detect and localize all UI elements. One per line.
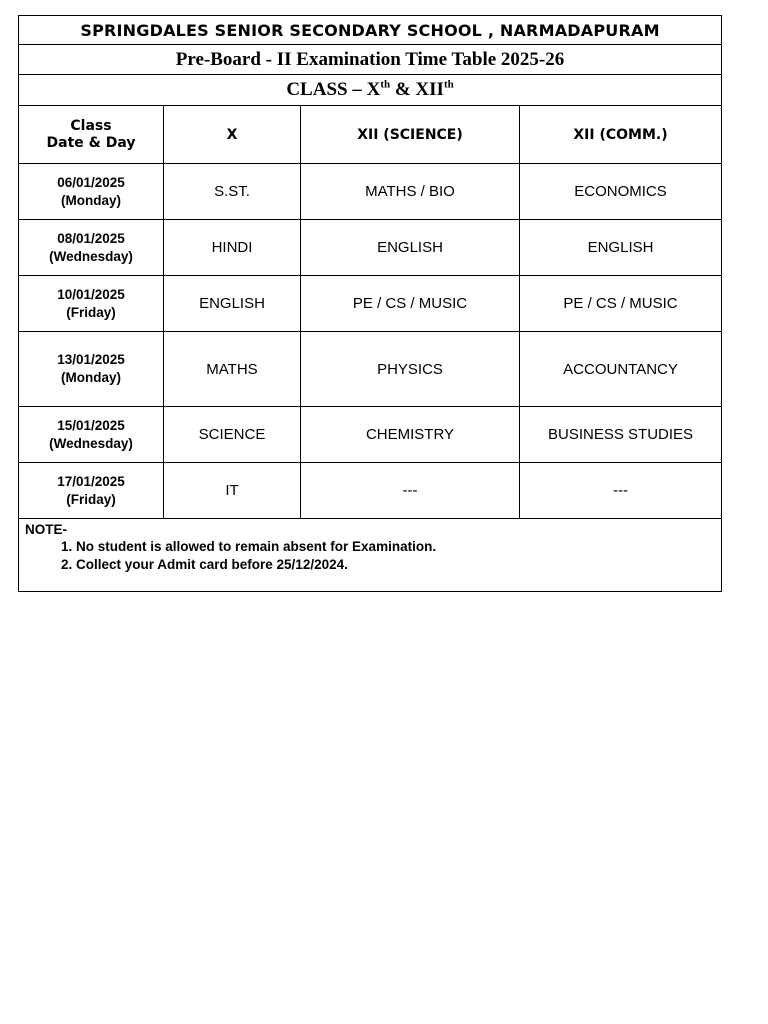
- date: 06/01/2025: [57, 174, 125, 190]
- exam-timetable: [18, 15, 722, 592]
- date: 08/01/2025: [57, 230, 125, 246]
- day: (Friday): [66, 304, 116, 320]
- subject-xii-science: PHYSICS: [301, 332, 520, 407]
- class-sup-2: th: [443, 78, 454, 91]
- subject-xii-comm: BUSINESS STUDIES: [520, 407, 722, 463]
- class-prefix: CLASS – X: [286, 79, 381, 100]
- header-class-label: Class: [70, 117, 112, 134]
- table-row: [19, 407, 722, 463]
- date-cell: [19, 220, 164, 276]
- subject-xii-science: PE / CS / MUSIC: [301, 276, 520, 332]
- subject-x: IT: [164, 463, 301, 519]
- note-title: NOTE-: [25, 522, 67, 537]
- subject-xii-comm: ---: [520, 463, 722, 519]
- header-x: X: [164, 106, 301, 164]
- day: (Wednesday): [49, 435, 133, 451]
- day: (Monday): [61, 192, 121, 208]
- note-list: [19, 538, 721, 574]
- date-cell: [19, 407, 164, 463]
- date-cell: [19, 276, 164, 332]
- subject-x: SCIENCE: [164, 407, 301, 463]
- note-item: 1. No student is allowed to remain absent for Examination.: [61, 539, 437, 554]
- date-cell: [19, 463, 164, 519]
- subject-xii-science: MATHS / BIO: [301, 164, 520, 220]
- subject-xii-comm: ENGLISH: [520, 220, 722, 276]
- day: (Wednesday): [49, 248, 133, 264]
- class-line: [19, 75, 722, 106]
- subject-xii-comm: ECONOMICS: [520, 164, 722, 220]
- subject-x: ENGLISH: [164, 276, 301, 332]
- subject-xii-science: CHEMISTRY: [301, 407, 520, 463]
- table-row: [19, 332, 722, 407]
- date-cell: [19, 164, 164, 220]
- table-row: [19, 164, 722, 220]
- day: (Monday): [61, 370, 121, 385]
- table-row: [19, 220, 722, 276]
- column-header-row: [19, 106, 722, 164]
- exam-title: Pre-Board - II Examination Time Table 2025-26: [19, 45, 722, 75]
- subject-xii-science: ---: [301, 463, 520, 519]
- date: 10/01/2025: [57, 286, 125, 302]
- date: 13/01/2025: [57, 352, 125, 367]
- note-row: [19, 519, 722, 592]
- note-section: [19, 519, 722, 592]
- subject-xii-comm: PE / CS / MUSIC: [520, 276, 722, 332]
- class-sup-1: th: [380, 78, 391, 91]
- header-xii-science: XII (SCIENCE): [301, 106, 520, 164]
- day: (Friday): [66, 491, 116, 507]
- subject-x: S.ST.: [164, 164, 301, 220]
- subject-x: HINDI: [164, 220, 301, 276]
- date: 15/01/2025: [57, 417, 125, 433]
- header-class-date-day: [19, 106, 164, 164]
- subject-xii-science: ENGLISH: [301, 220, 520, 276]
- table-row: [19, 276, 722, 332]
- class-mid: & XII: [390, 79, 444, 100]
- note-item: 2. Collect your Admit card before 25/12/2024.: [61, 557, 348, 572]
- subject-xii-comm: ACCOUNTANCY: [520, 332, 722, 407]
- subject-x: MATHS: [164, 332, 301, 407]
- date-cell: [19, 332, 164, 407]
- header-date-day-label: Date & Day: [46, 134, 136, 151]
- table-row: [19, 463, 722, 519]
- school-name: SPRINGDALES SENIOR SECONDARY SCHOOL , NARMADAPURAM: [19, 16, 722, 45]
- date: 17/01/2025: [57, 473, 125, 489]
- header-xii-comm: XII (COMM.): [520, 106, 722, 164]
